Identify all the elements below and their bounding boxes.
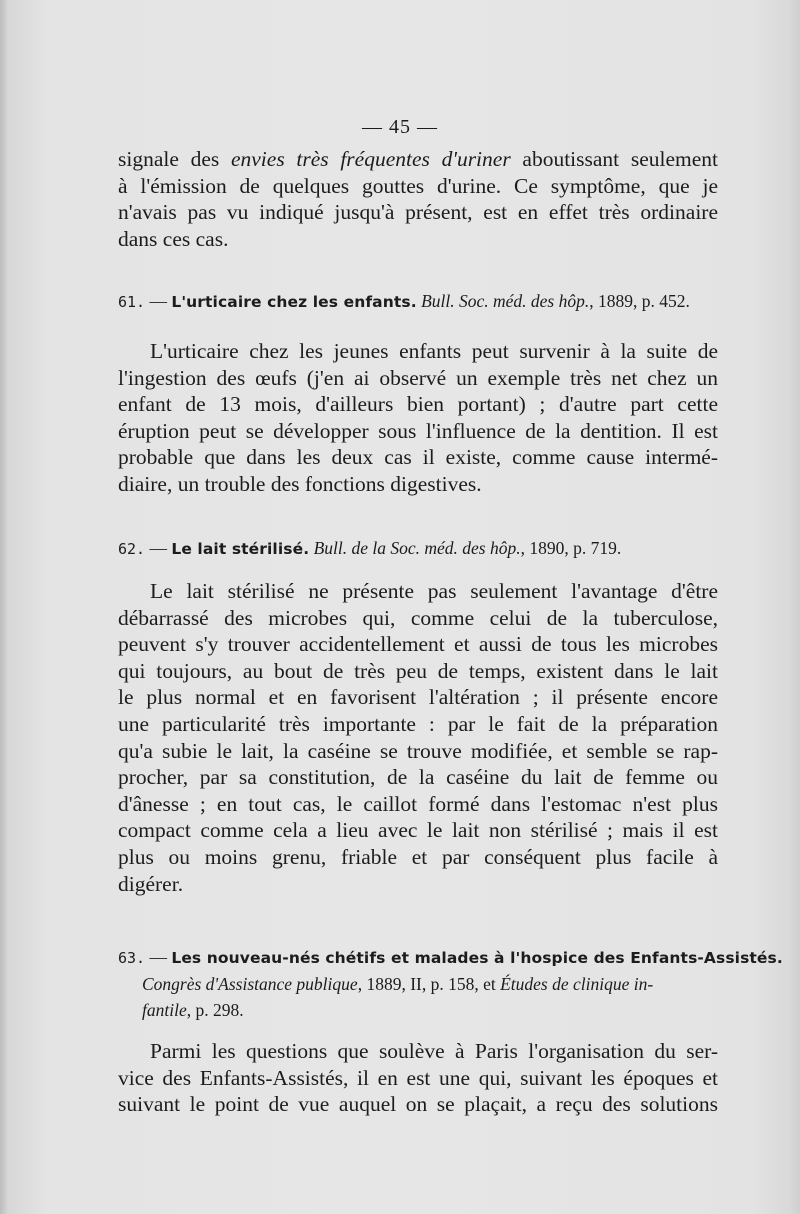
text-line: n'avais pas vu indiqué jusqu'à présent, est en effet très ordinaire: [118, 200, 718, 225]
text-line: L'urticaire chez les jeunes enfants peut survenir à la suite de: [150, 339, 718, 363]
reference-journal: fantile: [142, 1000, 187, 1020]
text-line: suivant le point de vue auquel on se plaçait, a reçu des solutions: [118, 1092, 718, 1117]
text-line: procher, par sa constitution, de la caséine du lait de femme ou: [118, 765, 718, 790]
text-line: enfant de 13 mois, d'ailleurs bien portant) ; d'autre part cette: [118, 392, 718, 417]
text-line: peuvent s'y trouver accidentellement et aussi de tous les microbes: [118, 632, 718, 657]
text-line: vice des Enfants-Assistés, il en est une qui, suivant les époques et: [118, 1065, 718, 1090]
text-line: compact comme cela a lieu avec le lait non stérilisé ; mais il est: [118, 818, 718, 843]
reference-title: Le lait stérilisé.: [171, 540, 310, 558]
reference-details: , 1889, p. 452.: [589, 291, 690, 311]
reference-continuation: fantile, p. 298.: [142, 1000, 244, 1020]
text-line: Le lait stérilisé ne présente pas seulement l'avantage d'être: [150, 579, 718, 603]
text-line: débarrassé des microbes qui, comme celui de la tuberculose,: [118, 605, 718, 630]
text-line: d'ânesse ; en tout cas, le caillot formé dans l'estomac n'est plus: [118, 791, 718, 816]
paragraph-continuation: [118, 146, 718, 252]
text-line: à l'émission de quelques gouttes d'urine. Ce symptôme, que je: [118, 173, 718, 198]
text-line: qu'a subie le lait, la caséine se trouve modifiée, et semble se rap-: [118, 738, 718, 763]
reference-title: L'urticaire chez les enfants.: [171, 293, 417, 311]
paragraph-61: [118, 338, 718, 498]
page-edge-shadow-left: [0, 0, 8, 1214]
reference-number: 61.: [118, 293, 146, 311]
paragraph-63: [118, 1038, 718, 1118]
reference-number: 62.: [118, 540, 146, 558]
text-line: le plus normal et en favorisent l'altération ; il présente encore: [118, 685, 718, 710]
reference-journal: Congrès d'Assistance publique: [142, 974, 358, 994]
text-line: dans ces cas.: [118, 226, 229, 251]
text-line: probable que dans les deux cas il existe, comme cause intermé-: [118, 445, 718, 470]
reference-61: 61. — L'urticaire chez les enfants. Bull. Soc. méd. des hôp., 1889, p. 452.: [118, 291, 690, 311]
reference-title: Les nouveau-nés chétifs et malades à l'hospice des Enfants-Assistés.: [171, 949, 783, 967]
text-line: signale des envies très fréquentes d'uriner aboutissant seulement: [118, 147, 719, 171]
text-line: Parmi les questions que soulève à Paris l'organisation du ser-: [150, 1039, 718, 1063]
reference-continuation: Congrès d'Assistance publique, 1889, II, p. 158, et Études de clinique in-: [142, 974, 654, 994]
reference-62: 62. — Le lait stérilisé. Bull. de la Soc. méd. des hôp., 1890, p. 719.: [118, 538, 622, 558]
text-line: une particularité très importante : par le fait de la préparation: [118, 711, 718, 736]
reference-details: , 1890, p. 719.: [520, 538, 622, 558]
reference-journal: Études de clinique in-: [500, 974, 654, 994]
page-number: — 45 —: [362, 116, 438, 138]
paragraph-62: [118, 578, 718, 897]
text-line: plus ou moins grenu, friable et par conséquent plus facile à: [118, 844, 718, 869]
reference-journal: Bull. de la Soc. méd. des hôp.: [313, 538, 521, 558]
page-edge-shadow-right: [790, 0, 800, 1214]
text-line: éruption peut se développer sous l'influence de la dentition. Il est: [118, 418, 718, 443]
text-line: digérer.: [118, 871, 184, 896]
text-line: l'ingestion des œufs (j'en ai observé un exemple très net chez un: [118, 365, 718, 390]
text-line: qui toujours, au bout de très peu de temps, existent dans le lait: [118, 658, 718, 683]
reference-number: 63.: [118, 949, 146, 967]
reference-journal: Bull. Soc. méd. des hôp.: [421, 291, 590, 311]
reference-63: 63. — Les nouveau-nés chétifs et malades à l'hospice des Enfants-Assistés. Congrès d'Assistance publique, 1889, II, p. 158, et Études de clinique in- fantile, p. 298.: [118, 944, 718, 1023]
text-line: diaire, un trouble des fonctions digestives.: [118, 471, 482, 496]
